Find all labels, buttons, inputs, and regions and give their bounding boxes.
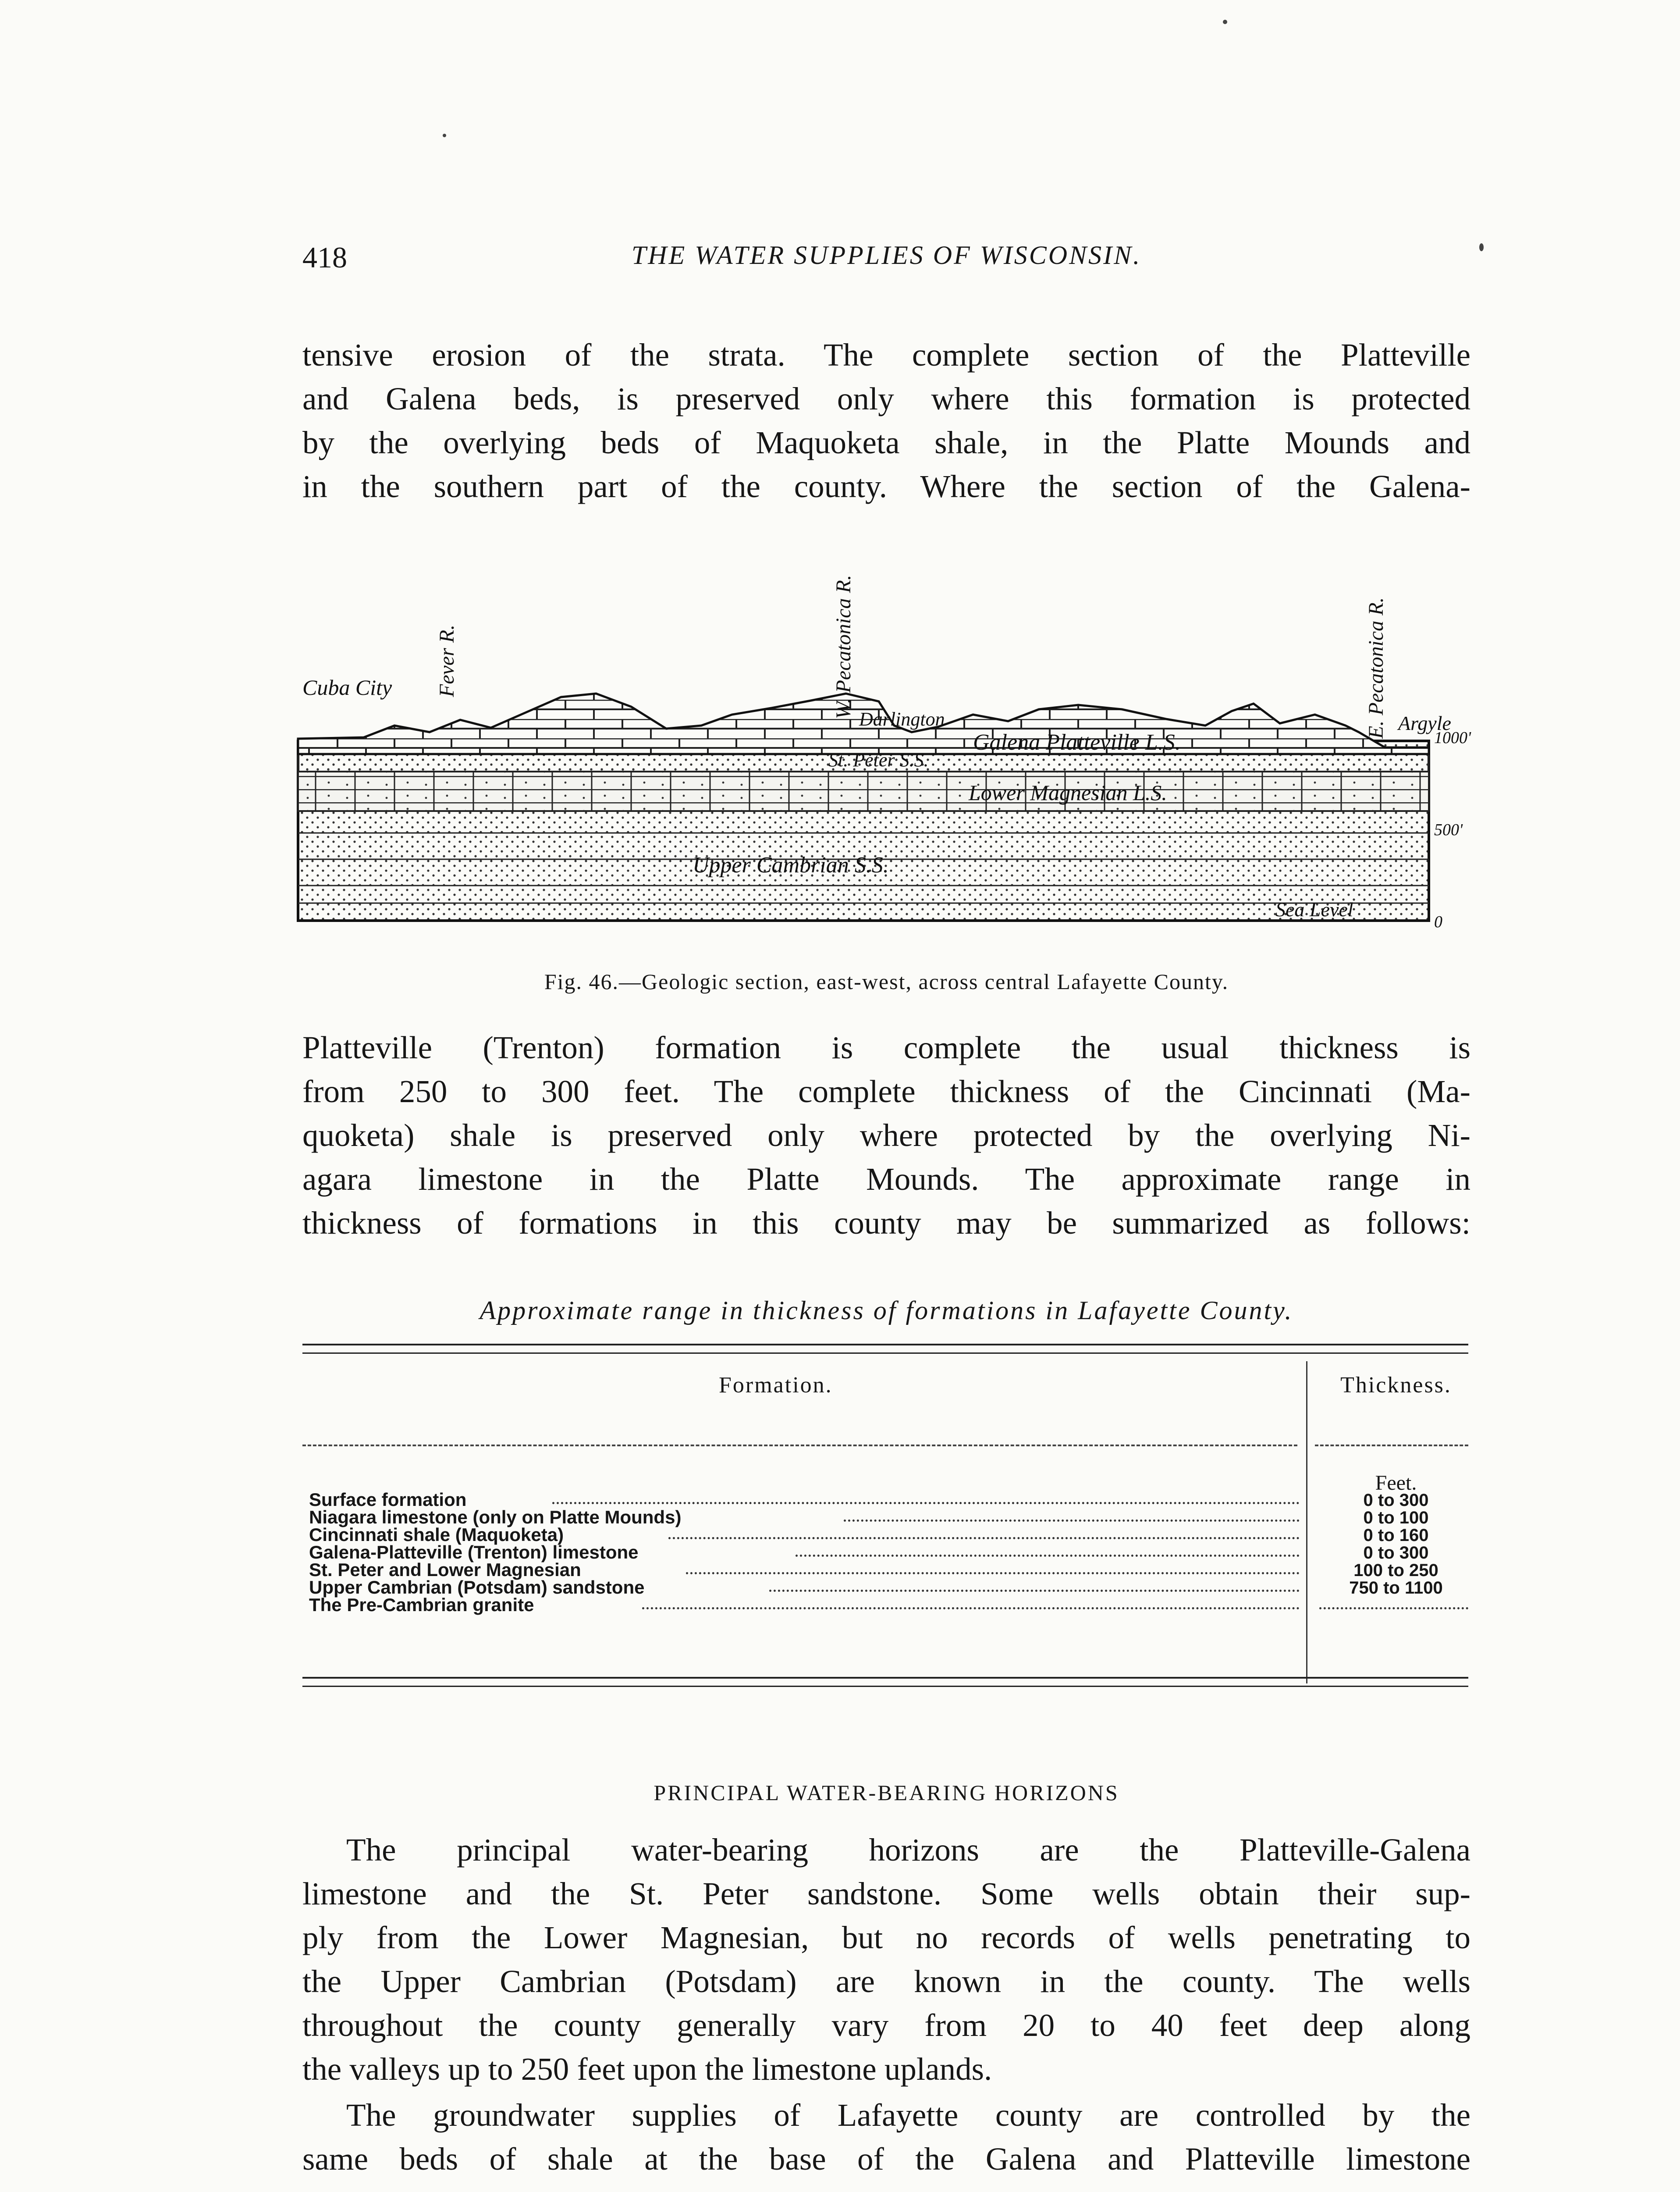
text-line: the Upper Cambrian (Potsdam) are known in the county. The wells <box>302 1964 1470 1999</box>
formation-cell: Upper Cambrian (Potsdam) sandstone <box>309 1577 645 1598</box>
label-sea-level: Sea Level <box>1275 898 1353 921</box>
text-line: from 250 to 300 feet. The complete thickness of the Cincinnati (Ma- <box>302 1074 1470 1109</box>
table-row <box>309 1508 1300 1526</box>
thickness-cell: 0 to 100 <box>1363 1508 1429 1527</box>
table-row <box>309 1578 1300 1596</box>
label-lower-magnesian: Lower Magnesian L.S. <box>969 780 1167 805</box>
text-line: quoketa) shale is preserved only where protected by the overlying Ni- <box>302 1117 1470 1153</box>
paragraph-3 <box>302 1828 1470 2091</box>
figure-caption: Fig. 46.—Geologic section, east-west, across central Lafayette County. <box>544 969 1229 994</box>
col-header-formation: Formation. <box>719 1373 833 1398</box>
formation-cell: Surface formation <box>309 1489 467 1510</box>
text-line: by the overlying beds of Maquoketa shale, in the Platte Mounds and <box>302 425 1470 460</box>
dot-leader <box>668 1537 1300 1539</box>
dot-leader <box>552 1502 1300 1504</box>
running-header <box>302 240 1470 280</box>
elevation-1000: 1000' <box>1434 729 1471 747</box>
text-line: limestone and the St. Peter sandstone. Some wells obtain their sup- <box>302 1876 1470 1911</box>
elevation-0: 0 <box>1434 913 1442 931</box>
header-dash-rule <box>302 1445 1297 1446</box>
column-separator <box>1306 1361 1307 1683</box>
page-number: 418 <box>302 241 347 274</box>
label-darlington: Darlington <box>859 708 945 730</box>
dot-leader <box>844 1519 1300 1522</box>
formation-cell: The Pre-Cambrian granite <box>309 1594 534 1615</box>
text-line: thickness of formations in this county may be summarized as follows: <box>302 1205 1470 1241</box>
paragraph-4 <box>302 2093 1470 2181</box>
thickness-cell: 0 to 300 <box>1363 1491 1429 1510</box>
thickness-table <box>302 1363 1468 1670</box>
thickness-cell: 100 to 250 <box>1353 1561 1438 1580</box>
text-line: ply from the Lower Magnesian, but no records of wells penetrating to <box>302 1920 1470 1955</box>
dot-leader <box>1319 1607 1468 1609</box>
text-line: the valleys up to 250 feet upon the limestone uplands. <box>302 2051 992 2087</box>
thickness-cell: 750 to 1100 <box>1349 1578 1443 1598</box>
dot-leader <box>642 1607 1300 1609</box>
lower-magnesian-band <box>298 772 1429 811</box>
thickness-cell: 0 to 160 <box>1363 1526 1429 1545</box>
formation-cell: St. Peter and Lower Magnesian <box>309 1559 581 1580</box>
text-line: in the southern part of the county. Where the section of the Galena- <box>302 469 1470 504</box>
label-argyle: Argyle <box>1398 712 1451 734</box>
table-row <box>309 1596 1300 1613</box>
label-galena-platteville: Galena Platteville L.S. <box>973 730 1181 755</box>
label-e-pecatonica: E. Pecatonica R. <box>1364 597 1388 739</box>
col-header-thickness: Thickness. <box>1340 1373 1452 1398</box>
text-line: The groundwater supplies of Lafayette county are controlled by the <box>346 2097 1470 2133</box>
table-row <box>309 1491 1300 1508</box>
table-top-rule-2 <box>302 1352 1468 1354</box>
label-upper-cambrian: Upper Cambrian S.S. <box>693 853 889 878</box>
speck <box>1479 243 1484 251</box>
dot-leader <box>769 1590 1300 1592</box>
formation-cell: Niagara limestone (only on Platte Mounds) <box>309 1507 682 1527</box>
text-line: agara limestone in the Platte Mounds. The approximate range in <box>302 1161 1470 1197</box>
paragraph-2 <box>302 1026 1470 1245</box>
elevation-500: 500' <box>1434 821 1463 839</box>
thickness-cell: 0 to 300 <box>1363 1543 1429 1562</box>
geologic-section-figure <box>263 526 1499 964</box>
paragraph-1 <box>302 333 1470 509</box>
table-row <box>309 1561 1300 1578</box>
table-row <box>309 1526 1300 1543</box>
dot-leader <box>686 1572 1300 1574</box>
header-dash-rule <box>1315 1445 1468 1446</box>
text-line: Platteville (Trenton) formation is complete the usual thickness is <box>302 1030 1470 1065</box>
table-title: Approximate range in thickness of formations in Lafayette County. <box>479 1296 1293 1325</box>
text-line: tensive erosion of the strata. The complete section of the Platteville <box>302 337 1470 373</box>
table-bottom-rule-2 <box>302 1686 1468 1687</box>
section-heading: PRINCIPAL WATER-BEARING HORIZONS <box>654 1780 1119 1805</box>
label-st-peter: St. Peter S.S. <box>828 749 929 771</box>
table-top-rule <box>302 1344 1468 1345</box>
table-row <box>309 1543 1300 1561</box>
dot-leader <box>796 1555 1300 1557</box>
running-title: THE WATER SUPPLIES OF WISCONSIN. <box>631 241 1142 270</box>
text-line: The principal water-bearing horizons are the Platteville-Galena <box>346 1832 1470 1868</box>
label-cuba-city: Cuba City <box>302 675 392 700</box>
label-w-pecatonica: W. Pecatonica R. <box>832 575 855 719</box>
formation-cell: Galena-Platteville (Trenton) limestone <box>309 1542 639 1562</box>
table-bottom-rule <box>302 1677 1468 1679</box>
unit-label: Feet. <box>1375 1471 1417 1495</box>
speck <box>443 134 446 137</box>
text-line: throughout the county generally vary from 20 to 40 feet deep along <box>302 2007 1470 2043</box>
text-line: same beds of shale at the base of the Galena and Platteville limestone <box>302 2141 1470 2177</box>
formation-cell: Cincinnati shale (Maquoketa) <box>309 1524 564 1545</box>
label-fever-river: Fever R. <box>435 624 458 697</box>
text-line: and Galena beds, is preserved only where this formation is protected <box>302 381 1470 416</box>
speck <box>1223 20 1227 24</box>
